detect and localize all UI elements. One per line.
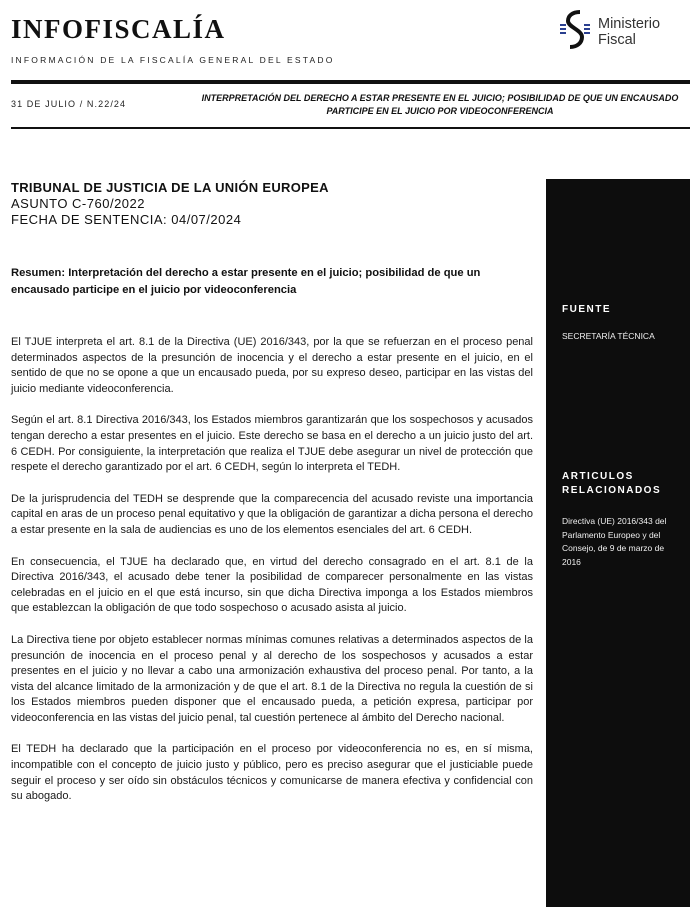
body-paragraph: La Directiva tiene por objeto establecer normas mínimas comunes relativas a determinados aspectos de la presunción de inocencia en el proceso penal y al derecho de los sospechosos y acusados a estar presentes en el juicio y no llevar a cabo una armonización exhaustiva del proceso penal. Por tanto, a la vista del alcance limitado de la armonización y de que el art. 8.1 de la Directiva no regula la cuestión de si los Estados miembros pueden disponer que el encausado pueda, a petición expresa, participar por videoconferencia en las vistas del juicio penal, tal cuestión pertenece al ámbito del Derecho nacional.: [11, 633, 533, 724]
related-article-link[interactable]: Directiva (UE) 2016/343 del Parlamento Europeo y del Consejo, de 9 de marzo de 2016: [562, 516, 667, 567]
body-paragraph: En consecuencia, el TJUE ha declarado que, en virtud del derecho consagrado en el art. 8.1 de la Directiva 2016/343, el acusado debe tener la posibilidad de comparecer personalmente en las vistas celebradas en el juicio en el que está incurso, sin que dicha Directiva imponga a los Estados miembros que establezcan la obligación de que todo sospechoso o acusado asista al juicio.: [11, 555, 533, 615]
masthead-title: INFOFISCALÍA: [11, 14, 226, 44]
issue-headline: INTERPRETACIÓN DEL DERECHO A ESTAR PRESENTE EN EL JUICIO; POSIBILIDAD DE QUE UN ENCAUSADO PARTICIPE EN EL JUICIO POR VIDEOCONFERENCIA: [201, 93, 679, 116]
court-name: TRIBUNAL DE JUSTICIA DE LA UNIÓN EUROPEA: [11, 180, 329, 195]
body-paragraph: El TJUE interpreta el art. 8.1 de la Directiva (UE) 2016/343, por la que se refuerzan en el proceso penal determinados aspectos de la presunción de inocencia y el derecho a estar presente en el juicio, en el sentido de que no se opone a que un encausado pueda, por su expreso deseo, participar en las vistas del juicio mediante videoconferencia.: [11, 336, 533, 395]
ministerio-fiscal-emblem-icon: [558, 10, 594, 50]
case-number: ASUNTO C-760/2022: [11, 196, 145, 211]
ministerio-fiscal-logo: [558, 10, 678, 50]
source-heading: FUENTE: [562, 304, 611, 315]
header-divider: [11, 80, 690, 84]
article-body: [11, 335, 533, 821]
source-value: SECRETARÍA TÉCNICA: [562, 331, 655, 341]
header-divider-bottom: [11, 127, 690, 129]
logo-text-fiscal: Fiscal: [598, 32, 636, 48]
summary: Resumen: Interpretación del derecho a estar presente en el juicio; posibilidad de que un encausado participe en el juicio por videoconferencia: [11, 267, 481, 296]
body-paragraph: Según el art. 8.1 Directiva 2016/343, los Estados miembros garantizarán que los sospechosos y acusados tengan derecho a estar presentes en el juicio. Este derecho se basa en el derecho a un juicio justo del art. 6 CEDH. Por consiguiente, la interpretación que realiza el TJUE debe asegurar un nivel de protección que respete el derecho garantizado por el art. 6 CEDH, según lo interpreta el TEDH.: [11, 414, 533, 474]
issue-date: 31 DE JULIO / N.22/24: [11, 99, 127, 109]
ruling-date: FECHA DE SENTENCIA: 04/07/2024: [11, 212, 242, 227]
logo-text-ministerio: Ministerio: [598, 16, 661, 32]
body-paragraph: El TEDH ha declarado que la participación en el proceso por videoconferencia no es, en sí misma, incompatible con el concepto de juicio justo y público, pero es preciso asegurar que el justiciable puede seguir el proceso y ser oído sin obstáculos técnicos y comunicarse de manera efectiva y confidencial con su abogado.: [11, 743, 533, 803]
related-articles-heading: ARTICULOS RELACIONADOS: [562, 471, 662, 496]
sidebar: [546, 179, 690, 907]
masthead-subtitle: INFORMACIÓN DE LA FISCALÍA GENERAL DEL ESTADO: [11, 55, 335, 65]
body-paragraph: De la jurisprudencia del TEDH se desprende que la comparecencia del acusado reviste una importancia capital en aras de un proceso penal equitativo y que la obligación de garantizar a dicha persona el derecho a estar presente en la sala de audiencias es uno de los elementos esenciales del art. 6 CEDH.: [11, 492, 533, 536]
